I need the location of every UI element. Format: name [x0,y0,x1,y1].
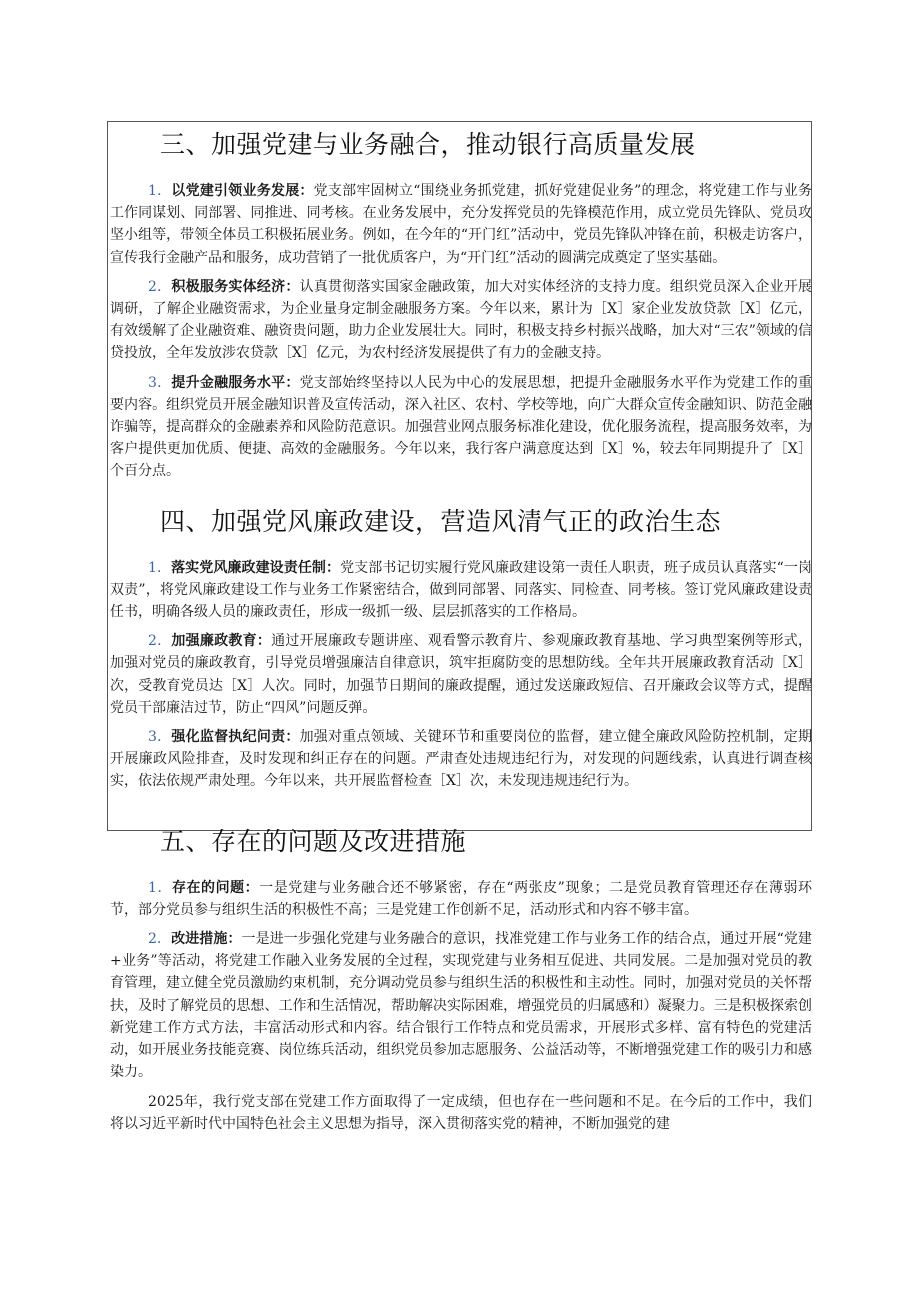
paragraph [110,726,812,793]
item-lead: 存在的问题： [171,879,260,896]
item-number: 2． [148,278,172,295]
item-lead: 积极服务实体经济： [171,278,300,295]
item-lead: 加强廉政教育： [171,633,272,650]
item-number: 2． [148,633,172,650]
item-lead: 强化监督执纪问责： [171,729,300,746]
item-number: 3． [148,374,172,391]
item-text: 党支部书记切实履行党风廉政建设第一责任人职责，班子成员认真落实“一岗双责”，将党风廉政建设工作与业务工作紧密结合，做到同部署、同落实、同检查、同考核。签订党风廉政建设责任书，明确各级人员的廉政责任，形成一级抓一级、层层抓落实的工作格局。 [110,559,813,621]
item-text: 一是党建与业务融合还不够紧密，存在“两张皮”现象；二是党员教育管理还存在薄弱环节，部分党员参与组织生活的积极性不高；三是党建工作创新不足，活动形式和内容不够丰富。 [110,879,812,918]
paragraph [110,928,812,1083]
item-lead: 改进措施： [171,931,242,948]
item-number: 3． [148,729,172,746]
item-number: 1． [148,559,172,576]
item-lead: 提升金融服务水平： [171,374,300,391]
paragraph [110,557,812,624]
section-heading: 五、存在的问题及改进措施 [160,826,467,856]
paragraph [110,372,812,483]
item-lead: 以党建引领业务发展： [171,183,314,199]
item-number: 1． [148,879,172,896]
item-number: 2． [148,931,172,948]
paragraph [110,877,812,921]
item-text: 党支部始终坚持以人民为中心的发展思想，把提升金融服务水平作为党建工作的重要内容。组织党员开展金融知识普及宣传活动，深入社区、农村、学校等地，向广大群众宣传金融知识、防范金融诈骗等，提高群众的金融素养和风险防范意识。加强营业网点服务标准化建设，优化服务流程，提高服务效率，为客户提供更加优质、便捷、高效的金融服务。今年以来，我行客户满意度达到［X］%，较去年同期提升了［X］个百分点。 [110,374,812,480]
item-text: 一是进一步强化党建与业务融合的意识，找准党建工作与业务工作的结合点，通过开展“党建+业务”等活动，将党建工作融入业务发展的全过程，实现党建与业务相互促进、共同发展。二是加强对党员的教育管理，建立健全党员激励约束机制，充分调动党员参与组织生活的积极性和主动性。同时，加强对党员的关怀帮扶，及时了解党员的思想、工作和生活情况，帮助解决实际困难，增强党员的归属感和）凝聚力。三是积极探索创新党建工作方式方法，丰富活动形式和内容。结合银行工作特点和党员需求，开展形式多样、富有特色的党建活动，如开展业务技能竞赛、岗位练兵活动，组织党员参加志愿服务、公益活动等，不断增强党建工作的吸引力和感染力。 [110,931,812,1081]
paragraph [110,276,812,365]
item-text: 通过开展廉政专题讲座、观看警示教育片、参观廉政教育基地、学习典型案例等形式，加强对党员的廉政教育，引导党员增强廉洁自律意识，筑牢拒腐防变的思想防线。全年共开展廉政教育活动［X］次，受教育党员达［X］人次。同时，加强节日期间的廉政提醒，通过发送廉政短信、召开廉政会议等方式，提醒党员干部廉洁过节，防止“四风”问题反弹。 [110,633,812,716]
paragraph [110,630,812,719]
section-heading: 三、加强党建与业务融合，推动银行高质量发展 [160,130,696,159]
closing-paragraph: 2025年，我行党支部在党建工作方面取得了一定成绩，但也存在一些问题和不足。在今后的工作中，我们将以习近平新时代中国特色社会主义思想为指导，深入贯彻落实党的精神，不断加强党的建 [110,1093,812,1132]
item-number: 1． [148,183,172,199]
document-body [110,126,812,1142]
item-lead: 落实党风廉政建设责任制： [171,559,341,576]
paragraph [110,180,812,269]
item-text: 党支部牢固树立“围绕业务抓党建，抓好党建促业务”的理念，将党建工作与业务工作同谋划、同部署、同推进、同考核。在业务发展中，充分发挥党员的先锋模范作用，成立党员先锋队、党员攻坚小组等，带领全体员工积极拓展业务。例如，在今年的“开门红”活动中，党员先锋队冲锋在前，积极走访客户，宣传我行金融产品和服务，成功营销了一批优质客户，为“开门红”活动的圆满完成奠定了坚实基础。 [110,183,813,266]
section-heading: 四、加强党风廉政建设，营造风清气正的政治生态 [160,506,722,536]
item-text: 加强对重点领域、关键环节和重要岗位的监督，建立健全廉政风险防控机制，定期开展廉政风险排查，及时发现和纠正存在的问题。严肃查处违规违纪行为，对发现的问题线索，认真进行调查核实，依法依规严肃处理。今年以来，共开展监督检查［X］次，未发现违规违纪行为。 [110,729,812,790]
item-text: 认真贯彻落实国家金融政策，加大对实体经济的支持力度。组织党员深入企业开展调研，了解企业融资需求，为企业量身定制金融服务方案。今年以来，累计为［X］家企业发放贷款［X］亿元，有效缓解了企业融资难、融资贵问题，助力企业发展壮大。同时，积极支持乡村振兴战略，加大对“三农”领域的信贷投放，全年发放涉农贷款［X］亿元，为农村经济发展提供了有力的金融支持。 [110,278,812,362]
